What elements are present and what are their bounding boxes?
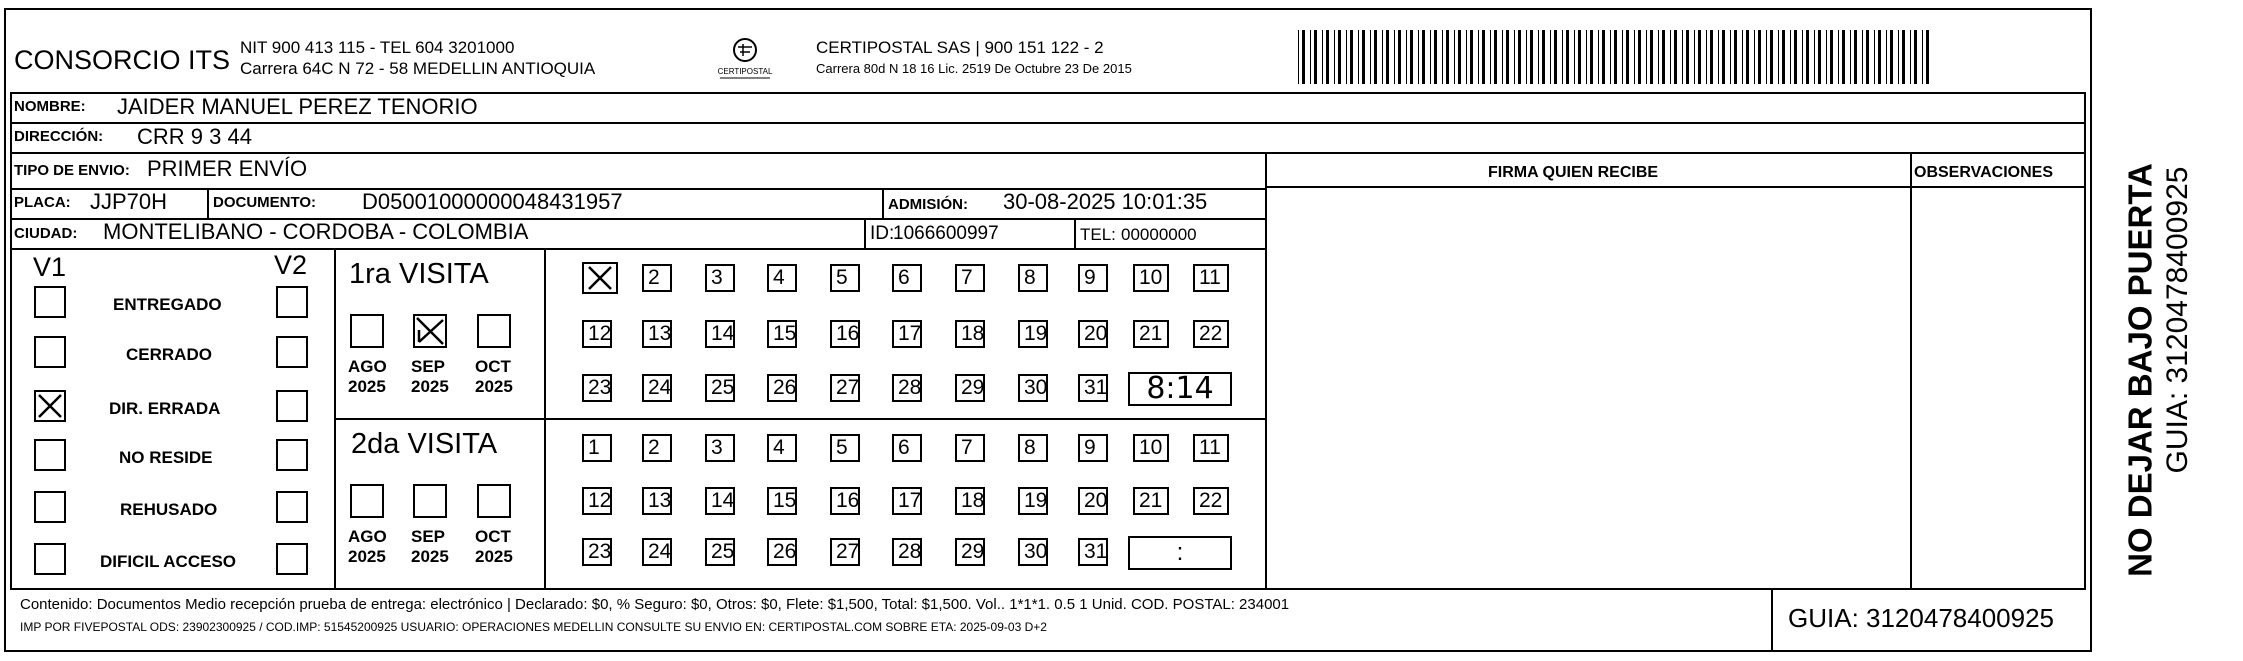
document-number: D05001000000048431957 bbox=[362, 189, 623, 214]
carrier-line-2: Carrera 80d N 18 16 Lic. 2519 De Octubre 23 De 2015 bbox=[816, 61, 1132, 76]
day-box[interactable]: 28 bbox=[892, 538, 922, 566]
month-checkbox[interactable] bbox=[477, 484, 511, 518]
footer-guia: GUIA: 3120478400925 bbox=[1788, 603, 2054, 633]
status-v1-checkbox[interactable] bbox=[34, 439, 66, 471]
month-name: SEP bbox=[411, 357, 446, 376]
status-label: REHUSADO bbox=[120, 500, 218, 519]
day-box[interactable] bbox=[582, 262, 618, 294]
observations-area[interactable] bbox=[1913, 189, 2083, 586]
day-box[interactable]: 1 bbox=[582, 434, 612, 462]
barcode bbox=[1298, 30, 1932, 84]
status-v1-checkbox[interactable] bbox=[34, 543, 66, 575]
day-box[interactable]: 7 bbox=[955, 264, 985, 292]
month-name: SEP bbox=[411, 527, 446, 546]
day-box[interactable]: 20 bbox=[1078, 320, 1108, 348]
day-box[interactable]: 9 bbox=[1078, 264, 1108, 292]
day-box[interactable]: 30 bbox=[1018, 374, 1048, 402]
day-box[interactable]: 10 bbox=[1133, 264, 1169, 292]
day-box[interactable]: 5 bbox=[830, 434, 860, 462]
signature-header: FIRMA QUIEN RECIBE bbox=[1488, 164, 1659, 181]
recipient-address: CRR 9 3 44 bbox=[137, 124, 252, 149]
day-box[interactable]: 15 bbox=[767, 487, 797, 515]
id-number: 1066600997 bbox=[893, 223, 999, 244]
day-box[interactable]: 24 bbox=[642, 538, 672, 566]
day-box[interactable]: 11 bbox=[1193, 434, 1229, 462]
month-year: 2025 bbox=[475, 377, 513, 396]
observations-header: OBSERVACIONES bbox=[1914, 164, 2053, 181]
day-box[interactable]: 18 bbox=[955, 487, 985, 515]
day-box[interactable]: 22 bbox=[1193, 320, 1229, 348]
day-box[interactable]: 29 bbox=[955, 538, 985, 566]
month-checkbox[interactable] bbox=[413, 314, 447, 348]
day-box[interactable]: 14 bbox=[705, 487, 735, 515]
status-v2-checkbox[interactable] bbox=[276, 491, 308, 523]
status-v2-checkbox[interactable] bbox=[276, 439, 308, 471]
side-guia: GUIA: 3120478400925 bbox=[2161, 166, 2194, 474]
day-box[interactable]: 16 bbox=[830, 320, 860, 348]
day-box[interactable]: 2 bbox=[642, 434, 672, 462]
month-year: 2025 bbox=[348, 377, 386, 396]
status-label: CERRADO bbox=[126, 345, 212, 364]
day-box[interactable]: 31 bbox=[1078, 538, 1108, 566]
day-box[interactable]: 25 bbox=[705, 538, 735, 566]
month-year: 2025 bbox=[348, 547, 386, 566]
day-box[interactable]: 13 bbox=[642, 320, 672, 348]
admission-datetime: 30-08-2025 10:01:35 bbox=[1003, 189, 1208, 214]
day-box[interactable]: 14 bbox=[705, 320, 735, 348]
day-box[interactable]: 8 bbox=[1018, 434, 1048, 462]
day-box[interactable]: 25 bbox=[705, 374, 735, 402]
day-box[interactable]: 4 bbox=[767, 434, 797, 462]
plate: JJP70H bbox=[90, 189, 168, 214]
document-label: DOCUMENTO: bbox=[213, 194, 317, 211]
admission-label: ADMISIÓN: bbox=[888, 196, 968, 213]
day-box[interactable]: 28 bbox=[892, 374, 922, 402]
day-box[interactable]: 23 bbox=[582, 374, 612, 402]
side-notice: NO DEJAR BAJO PUERTA bbox=[2121, 163, 2159, 577]
v1-label: V1 bbox=[33, 252, 67, 282]
day-box[interactable]: 12 bbox=[582, 320, 612, 348]
company-line-2: Carrera 64C N 72 - 58 MEDELLIN ANTIOQUIA bbox=[240, 59, 596, 78]
tel-label: TEL: bbox=[1080, 225, 1116, 244]
day-box[interactable]: 3 bbox=[705, 264, 735, 292]
day-box[interactable]: 31 bbox=[1078, 374, 1108, 402]
month-name: OCT bbox=[475, 527, 511, 546]
month-name: AGO bbox=[348, 527, 387, 546]
day-box[interactable]: 9 bbox=[1078, 434, 1108, 462]
carrier-line-1: CERTIPOSTAL SAS | 900 151 122 - 2 bbox=[816, 38, 1104, 57]
visit2-title: 2da VISITA bbox=[351, 428, 498, 460]
plate-label: PLACA: bbox=[14, 194, 71, 211]
status-label: ENTREGADO bbox=[113, 295, 222, 314]
day-box[interactable]: 27 bbox=[830, 538, 860, 566]
time-box[interactable]: 8:14 bbox=[1128, 372, 1232, 406]
day-box[interactable]: 17 bbox=[892, 320, 922, 348]
day-box[interactable]: 6 bbox=[892, 434, 922, 462]
day-box[interactable]: 10 bbox=[1133, 434, 1169, 462]
day-box[interactable]: 2 bbox=[642, 264, 672, 292]
status-label: DIFICIL ACCESO bbox=[100, 552, 237, 571]
month-checkbox[interactable] bbox=[477, 314, 511, 348]
day-box[interactable]: 11 bbox=[1193, 264, 1229, 292]
address-label: DIRECCIÓN: bbox=[14, 128, 104, 145]
visit1-title: 1ra VISITA bbox=[349, 258, 489, 290]
month-year: 2025 bbox=[411, 547, 449, 566]
status-label: NO RESIDE bbox=[119, 448, 213, 467]
day-box[interactable]: 29 bbox=[955, 374, 985, 402]
status-v1-checkbox[interactable] bbox=[34, 491, 66, 523]
recipient-name: JAIDER MANUEL PEREZ TENORIO bbox=[117, 94, 478, 119]
company-line-1: NIT 900 413 115 - TEL 604 3201000 bbox=[240, 38, 515, 57]
status-v1-checkbox[interactable] bbox=[34, 286, 66, 318]
status-v1-checkbox[interactable] bbox=[34, 336, 66, 368]
signature-area[interactable] bbox=[1268, 189, 1908, 586]
certipostal-logo bbox=[712, 36, 778, 82]
day-box[interactable]: 30 bbox=[1018, 538, 1048, 566]
name-label: NOMBRE: bbox=[14, 98, 86, 115]
day-box[interactable]: 26 bbox=[767, 374, 797, 402]
month-year: 2025 bbox=[411, 377, 449, 396]
city-label: CIUDAD: bbox=[14, 225, 78, 242]
day-box[interactable]: 8 bbox=[1018, 264, 1048, 292]
day-box[interactable]: 19 bbox=[1018, 320, 1048, 348]
city: MONTELIBANO - CORDOBA - COLOMBIA bbox=[103, 219, 529, 244]
day-box[interactable]: 5 bbox=[830, 264, 860, 292]
status-v2-checkbox[interactable] bbox=[276, 336, 308, 368]
day-box[interactable]: 15 bbox=[767, 320, 797, 348]
day-box[interactable]: 22 bbox=[1193, 487, 1229, 515]
shipping-type: PRIMER ENVÍO bbox=[147, 156, 308, 181]
status-label: DIR. ERRADA bbox=[109, 399, 221, 418]
tel-number: 00000000 bbox=[1121, 225, 1197, 244]
month-year: 2025 bbox=[475, 547, 513, 566]
day-box[interactable]: 16 bbox=[830, 487, 860, 515]
day-box[interactable]: 21 bbox=[1133, 487, 1169, 515]
day-box[interactable]: 23 bbox=[582, 538, 612, 566]
status-v2-checkbox[interactable] bbox=[276, 543, 308, 575]
day-box[interactable]: 18 bbox=[955, 320, 985, 348]
day-box[interactable]: 20 bbox=[1078, 487, 1108, 515]
month-checkbox[interactable] bbox=[350, 314, 384, 348]
day-box[interactable]: 27 bbox=[830, 374, 860, 402]
day-box[interactable]: 4 bbox=[767, 264, 797, 292]
day-box[interactable]: 17 bbox=[892, 487, 922, 515]
footer-content-line: Contenido: Documentos Medio recepción prueba de entrega: electrónico | Declarado: $0, % Seguro: $0, Otros: $0, Flete: $1,500, Total: $1,500. Vol.. 1*1*1. 0.5 1 Unid. COD. POSTAL: 234001 bbox=[20, 596, 1290, 613]
v2-label: V2 bbox=[274, 250, 308, 280]
day-box[interactable]: 13 bbox=[642, 487, 672, 515]
footer-print-line: IMP POR FIVEPOSTAL ODS: 23902300925 / COD.IMP: 51545200925 USUARIO: OPERACIONES MEDELLIN CONSULTE SU ENVIO EN: CERTIPOSTAL.COM SOBRE ETA: 2025-09-03 D+2 bbox=[20, 620, 1047, 634]
day-box[interactable]: 6 bbox=[892, 264, 922, 292]
month-name: AGO bbox=[348, 357, 387, 376]
day-box[interactable]: 24 bbox=[642, 374, 672, 402]
day-box[interactable]: 26 bbox=[767, 538, 797, 566]
day-box[interactable]: 19 bbox=[1018, 487, 1048, 515]
day-box[interactable]: 7 bbox=[955, 434, 985, 462]
day-box[interactable]: 21 bbox=[1133, 320, 1169, 348]
status-v1-checkbox[interactable] bbox=[34, 390, 66, 422]
status-v2-checkbox[interactable] bbox=[276, 286, 308, 318]
month-checkbox[interactable] bbox=[413, 484, 447, 518]
company-name: CONSORCIO ITS bbox=[14, 45, 231, 75]
day-box[interactable]: 3 bbox=[705, 434, 735, 462]
status-v2-checkbox[interactable] bbox=[276, 390, 308, 422]
logo-text: CERTIPOSTAL bbox=[717, 67, 773, 76]
day-box[interactable]: 12 bbox=[582, 487, 612, 515]
id-label: ID: bbox=[870, 223, 895, 244]
month-checkbox[interactable] bbox=[350, 484, 384, 518]
shipping-type-label: TIPO DE ENVIO: bbox=[14, 162, 130, 179]
time-box[interactable]: : bbox=[1128, 536, 1232, 570]
month-name: OCT bbox=[475, 357, 511, 376]
